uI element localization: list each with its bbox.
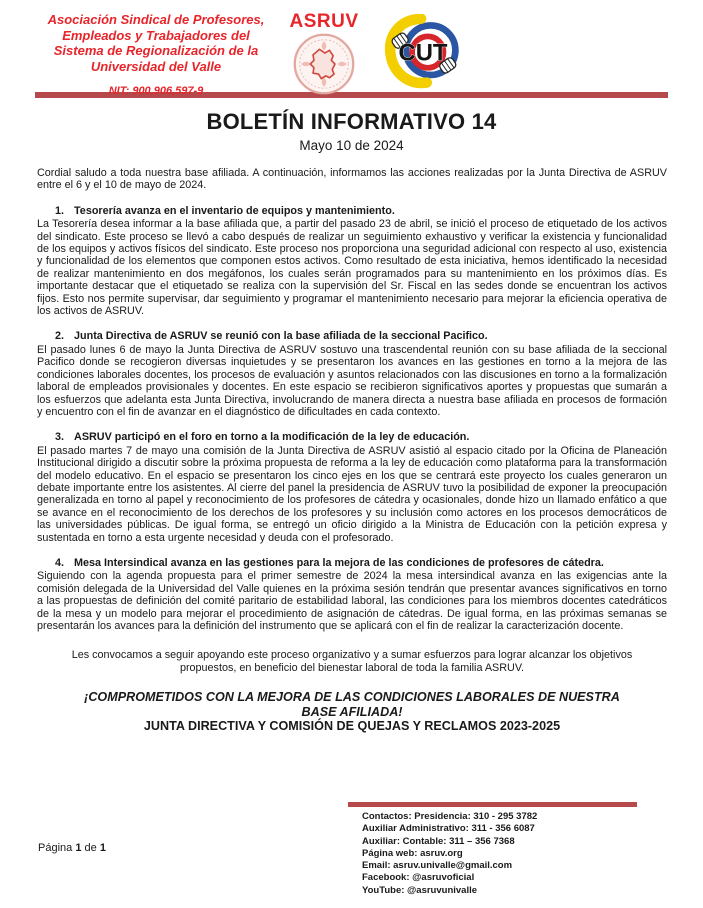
cut-logo [383,14,463,99]
section-text: La Tesorería desea informar a la base afiliada que, a partir del pasado 23 de abril, se inició el proceso de etiquetado de los activos del sindicato. Este proceso se llevó a cabo después de realizar un seguimiento exhaustivo y verificar la existencia y funcionalidad de los equipos y activos físicos del sindicato. Este proceso nos proporciona una seguridad adicional con respecto al uso, existencia y funcionalidad de los elementos que componen estos activos. Como resultado de esta iniciativa, hemos identificado la necesidad de realizar mantenimiento en dos megáfonos, los cuales serán programados para su mantenimiento en los próximos días. Es importante destacar que el etiquetado se realiza con la supervisión del Sr. Fiscal en las sedes donde se encuentran los activos fijos. Esto nos permite supervisar, dar seguimiento y programar el mantenimiento necesario para mejorar la eficiencia operativa de los activos de ASRUV. [37,218,667,318]
section-number: 3. [55,431,65,444]
org-name-block [45,12,267,97]
section-3 [37,431,667,544]
contact-line: Página web: asruv.org [362,847,463,859]
bulletin-date: Mayo 10 de 2024 [299,138,404,153]
page-number-of: de [84,842,97,854]
signature-line: JUNTA DIRECTIVA Y COMISIÓN DE QUEJAS Y RECLAMOS 2023-2025 [143,719,561,734]
section-title: ASRUV participó en el foro en torno a la modificación de la ley de educación. [74,431,470,444]
section-title: Tesorería avanza en el inventario de equipos y mantenimiento. [74,204,395,217]
org-name-line: Asociación Sindical de Profesores, [47,12,265,27]
intro-paragraph: Cordial saludo a toda nuestra base afiliada. A continuación, informamos las acciones realizadas por la Junta Directiva de ASRUV entre el 6 y el 10 de mayo de 2024. [37,167,667,192]
section-text: Siguiendo con la agenda propuesta para el primer semestre de 2024 la mesa intersindical avanza en las exigencias ante la comisión delegada de la Universidad del Valle quienes en la próxima sesión tendrán que presentar avances significativos en torno a las propuestas de definición del comité paritario de estabilidad laboral, las condiciones para los miembros docentes catedráticos de la mesa y un modelo para mejorar el procedimiento de asignación de cátedras. De igual forma, en las próximas semanas se presentarán los avances para la definición del instrumento que se aplicará con el fin de realizar la caracterización docente. [37,570,667,632]
section-text: El pasado lunes 6 de mayo la Junta Directiva de ASRUV sostuvo una trascendental reunión con su base afiliada de la seccional Pacifico donde se recogieron diversas inquietudes y se presentaron los avances en las gestiones en torno a la mejora de las condiciones laborales docentes, los procesos de evaluación y asuntos relacionados con las discusiones en torno a la formalización laboral de empleados provisionales y docentes. En este espacio se recibieron significativos aportes y propuestas que sumarán a los esfuerzos que adelanta esta Junta Directiva, involucrando de manera directa a nuestra base afiliada en procesos de formación y encuentro con el fin de avanzar en el diagnóstico de dificultades en cada contexto. [37,343,667,418]
contact-line: Auxiliar Administrativo: 311 - 356 6087 [362,823,535,835]
asruv-wordmark: ASRUV [289,11,359,32]
contacts-divider-bar [348,802,637,807]
section-title: Junta Directiva de ASRUV se reunió con la base afiliada de la seccional Pacifico. [74,330,488,343]
org-name-line: Sistema de Regionalización de la [53,43,259,58]
section-heading [37,205,667,217]
contact-line: Contactos: Presidencia: 310 - 295 3782 [362,811,538,822]
section-1 [37,205,667,318]
asruv-logo [281,12,367,101]
footer [0,798,703,908]
cut-wordmark: CUT [398,39,448,67]
section-number: 1. [55,204,65,217]
contacts-block [348,802,640,897]
slogan-line: ¡COMPROMETIDOS CON LA MEJORA DE LAS CONDICIONES LABORALES DE NUESTRA BASE AFILIADA! [84,690,620,719]
contact-line: Auxiliar: Contable: 311 – 356 7368 [362,835,515,847]
contact-line: Email: asruv.univalle@gmail.com [362,860,513,872]
page-number-label [38,842,106,854]
page-number-total: 1 [99,842,106,854]
contact-line: YouTube: @asruvunivalle [362,884,478,896]
section-heading [37,557,667,569]
org-name-line: Empleados y Trabajadores del [62,27,250,43]
cut-logo-icon [383,39,463,98]
org-nit: NIT: 900,906,597-9 [108,85,204,97]
bulletin-body [37,167,667,734]
page-title: BOLETÍN INFORMATIVO 14 [206,109,497,134]
page-number-current: 1 [75,842,82,854]
section-heading [37,330,667,342]
section-2 [37,330,667,418]
closing-paragraph: Les convocamos a seguir apoyando este proceso organizativo y a sumar esfuerzos para lograr alcanzar los objetivos propuestos, en beneficio del bienestar laboral de toda la familia ASRUV. [71,649,633,674]
section-text: El pasado martes 7 de mayo una comisión de la Junta Directiva de ASRUV asistió al espacio citado por la Oficina de Planeación Institucional dirigido a discutir sobre la próxima propuesta de reforma a la ley de educación como plataforma para la transformación del modelo educativo. En el espacio se presentaron los cinco ejes en los que se centrará este proyecto los cuales generaron un debate importante entre los asistentes. Al cierre del panel la presidencia de ASRUV tuvo la posibilidad de exponer la preocupación generalizada en torno al papel y reconocimiento de los profesores de cátedra y ocasionales, donde hizo un llamado enfático a que se avance en el reconocimiento de los derechos de los profesores y su inclusión como actores en los procesos democráticos de las universidades públicas. De igual forma, se entregó un oficio dirigido a la Ministra de Educación con la petición expresa y sustentada en torno a esta urgente necesidad y deuda con el profesorado. [37,444,667,544]
org-name-line: Universidad del Valle [90,58,222,74]
header [0,0,703,97]
section-heading [37,431,667,443]
section-title: Mesa Intersindical avanza en las gestiones para la mejora de las condiciones de profesores de cátedra. [74,556,604,569]
section-number: 2. [55,330,65,343]
asruv-seal-icon [292,83,356,100]
section-4 [37,557,667,632]
section-number: 4. [55,556,65,569]
page-number-prefix: Página [38,842,73,854]
contact-line: Facebook: @asruvoficial [362,872,475,884]
